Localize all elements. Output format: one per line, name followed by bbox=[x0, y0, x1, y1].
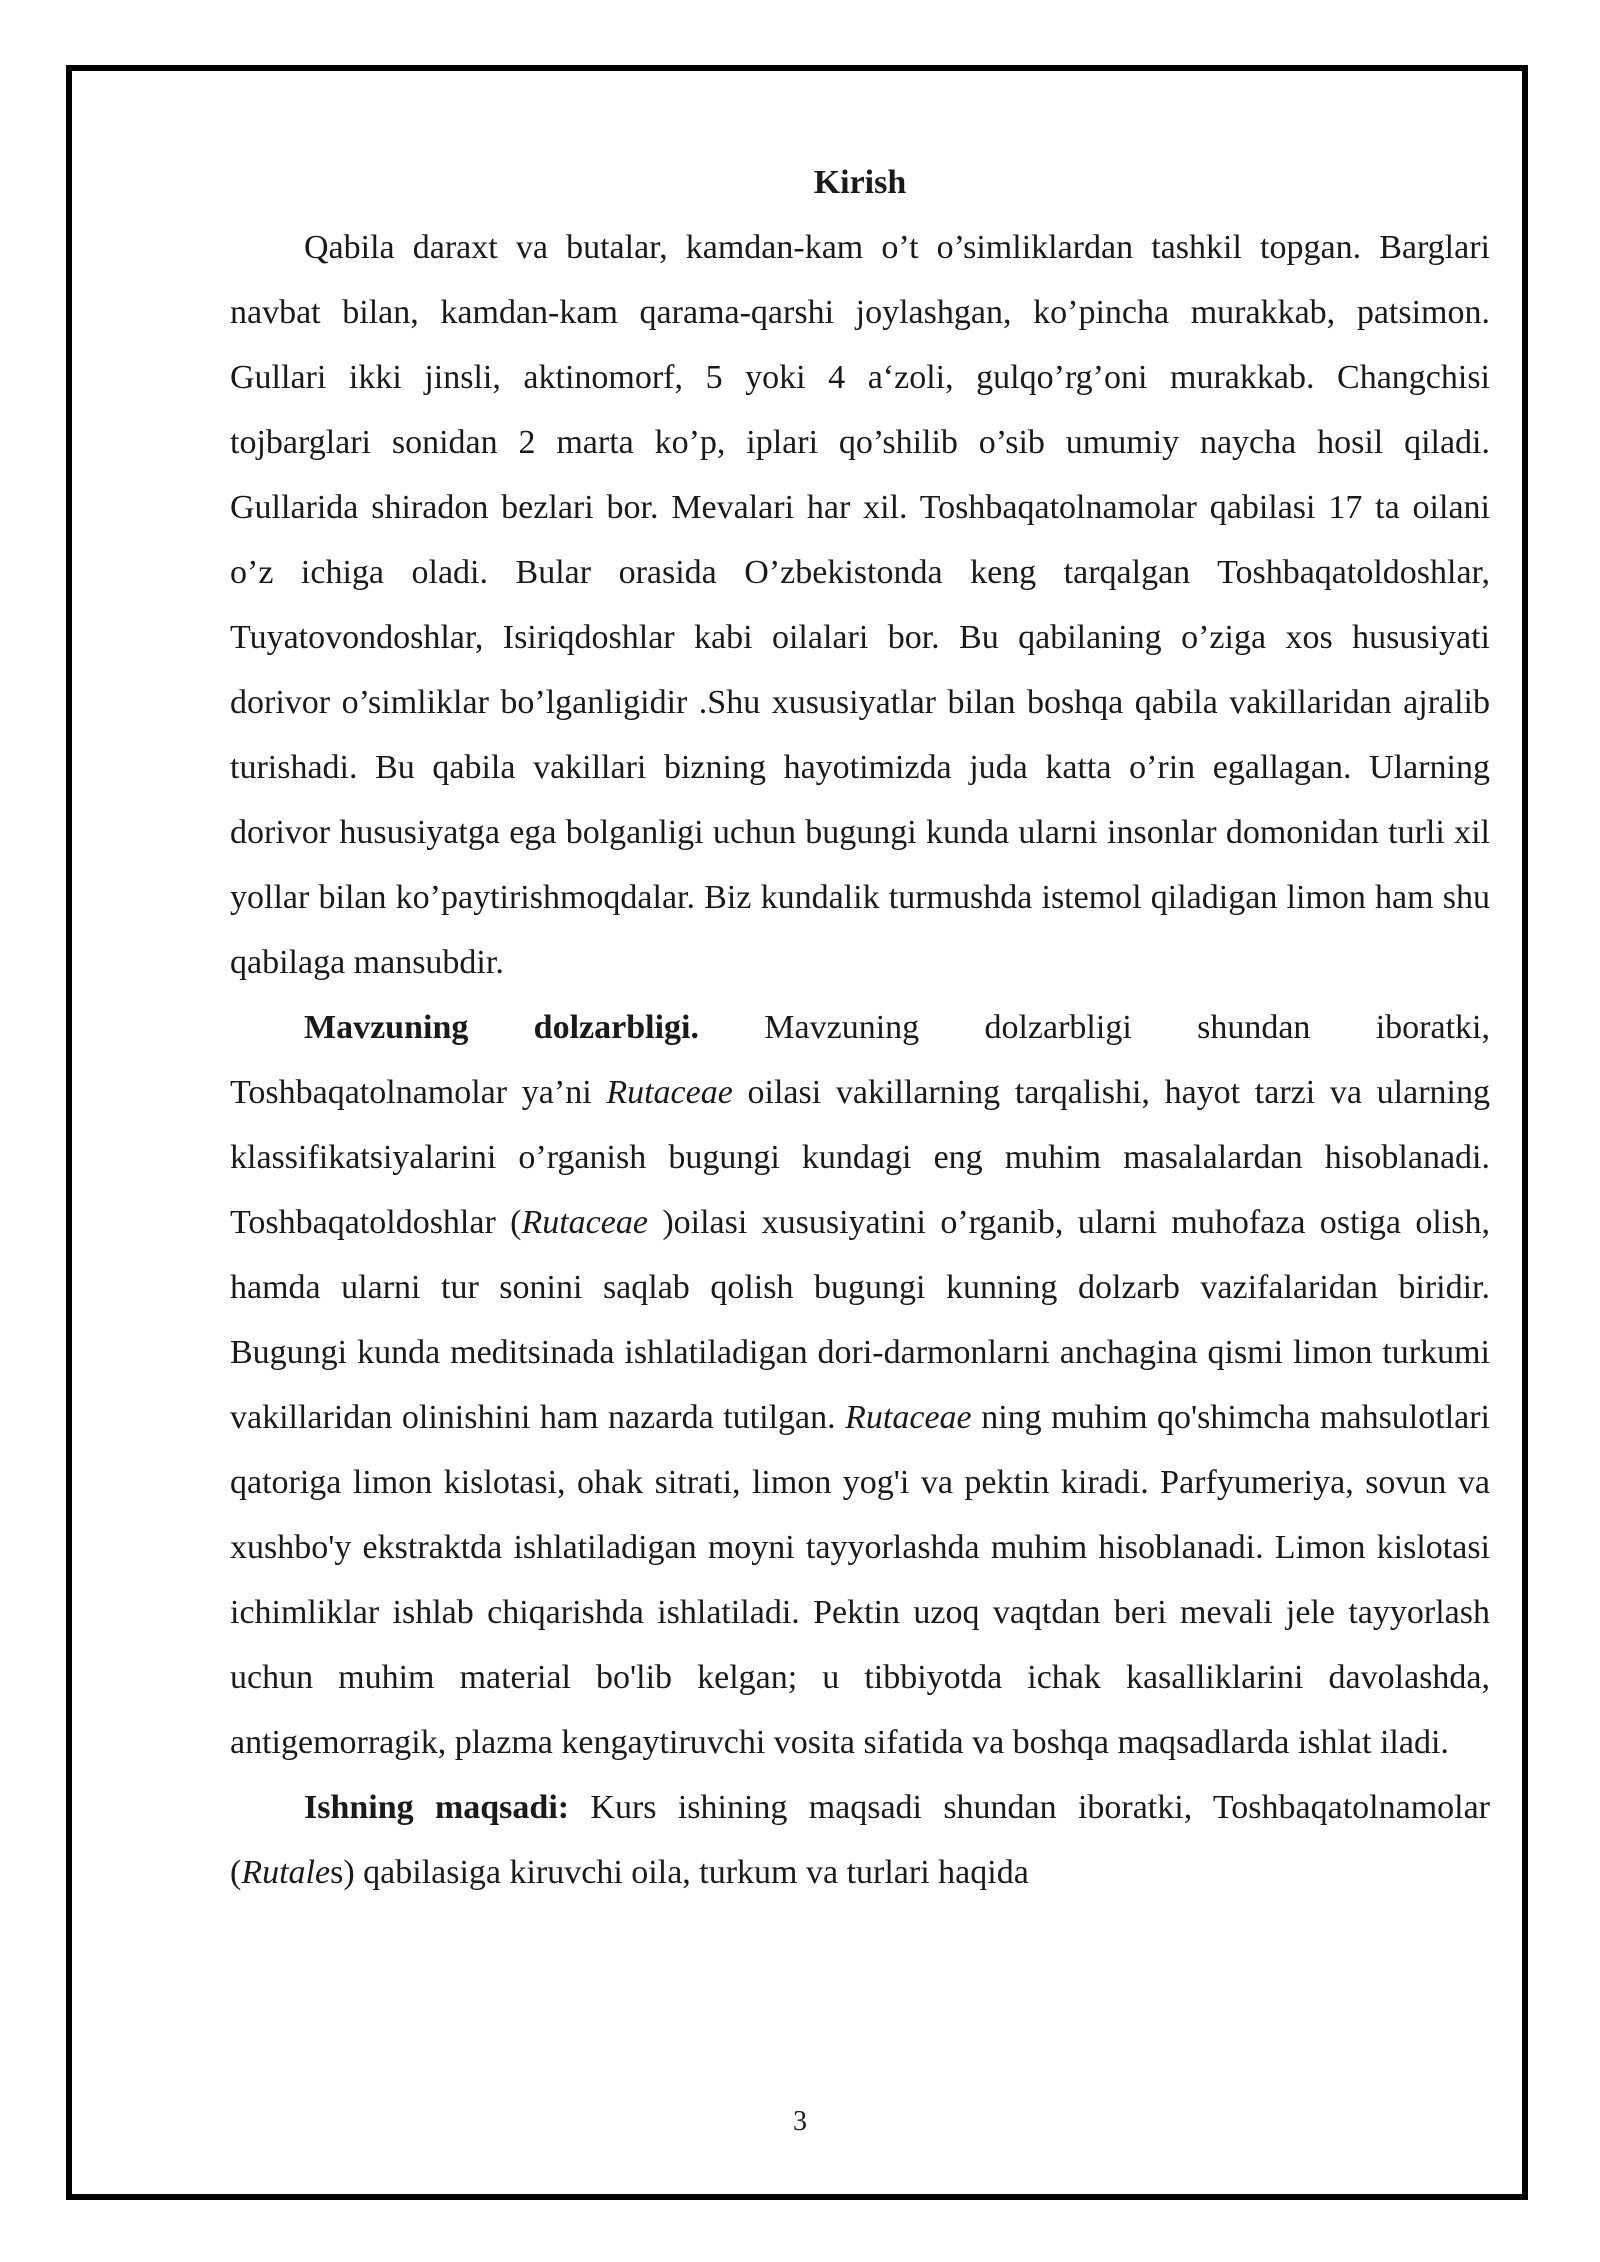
relevance-text-2: oilasi vakillarning tarqalishi, hayot tarzi va ularning klassifikatsiyalarini o’rganish bugungi kundagi eng muhim masalalardan hisoblanadi. Toshbaqatoldoshlar ( bbox=[230, 1074, 1490, 1241]
latin-name-rutaceae: Rutaceae bbox=[845, 1399, 972, 1436]
latin-name-rutaceae: Rutaceae bbox=[606, 1074, 733, 1111]
page-number: 3 bbox=[793, 2106, 807, 2137]
document-body bbox=[230, 150, 1490, 1905]
goal-paragraph bbox=[230, 1775, 1490, 1905]
goal-text-1: Kurs ishining maqsadi shundan iboratki, Toshbaqatolnamolar ( bbox=[230, 1789, 1490, 1891]
relevance-text-1: Mavzuning dolzarbligi shundan iboratki, Toshbaqatolnamolar ya’ni bbox=[230, 1009, 1490, 1111]
intro-paragraph: Qabila daraxt va butalar, kamdan-kam o’t o’simliklardan tashkil topgan. Barglari navbat bilan, kamdan-kam qarama-qarshi joylashgan, ko’pincha murakkab, patsimon. Gullari ikki jinsli, aktinomorf, 5 yoki 4 a‘zoli, gulqo’rg’oni murakkab. Changchisi tojbarglari sonidan 2 marta ko’p, iplari qo’shilib o’sib umumiy naycha hosil qiladi. Gullarida shiradon bezlari bor. Mevalari har xil. Toshbaqatolnamolar qabilasi 17 ta oilani o’z ichiga oladi. Bular orasida O’zbekistonda keng tarqalgan Toshbaqatoldoshlar, Tuyatovondoshlar, Isiriqdoshlar kabi oilalari bor. Bu qabilaning o’ziga xos hususiyati dorivor o’simliklar bo’lganligidir .Shu xususiyatlar bilan boshqa qabila vakillaridan ajralib turishadi. Bu qabila vakillari bizning hayotimizda juda katta o’rin egallagan. Ularning dorivor hususiyatga ega bolganligi uchun bugungi kunda ularni insonlar domonidan turli xil yollar bilan ko’paytirishmoqdalar. Biz kundalik turmushda istemol qiladigan limon ham shu qabilaga mansubdir. bbox=[230, 229, 1490, 981]
latin-name-rutales: Rutale bbox=[241, 1854, 331, 1891]
latin-name-rutaceae: Rutaceae bbox=[521, 1204, 648, 1241]
section-title: Kirish bbox=[813, 164, 907, 201]
relevance-heading: Mavzuning dolzarbligi. bbox=[304, 1009, 699, 1046]
goal-text-2: s) qabilasiga kiruvchi oila, turkum va turlari haqida bbox=[330, 1854, 1029, 1891]
goal-heading: Ishning maqsadi: bbox=[304, 1789, 570, 1826]
relevance-paragraph bbox=[230, 995, 1490, 1775]
relevance-text-3: )oilasi xususiyatini o’rganib, ularni muhofaza ostiga olish, hamda ularni tur sonini saqlab qolish bugungi kunning dolzarb vazifalaridan biridir. Bugungi kunda meditsinada ishlatiladigan dori-darmonlarni anchagina qismi limon turkumi vakillaridan olinishini ham nazarda tutilgan. bbox=[230, 1204, 1490, 1436]
relevance-text-4: ning muhim qo'shimcha mahsulotlari qatoriga limon kislotasi, ohak sitrati, limon yog'i va pektin kiradi. Parfyumeriya, sovun va xushbo'y ekstraktda ishlatiladigan moyni tayyorlashda muhim hisoblanadi. Limon kislotasi ichimliklar ishlab chiqarishda ishlatiladi. Pektin uzoq vaqtdan beri mevali jele tayyorlash uchun muhim material bo'lib kelgan; u tibbiyotda ichak kasalliklarini davolashda, antigemorragik, plazma kengaytiruvchi vosita sifatida va boshqa maqsadlarda ishlat iladi. bbox=[230, 1399, 1490, 1761]
